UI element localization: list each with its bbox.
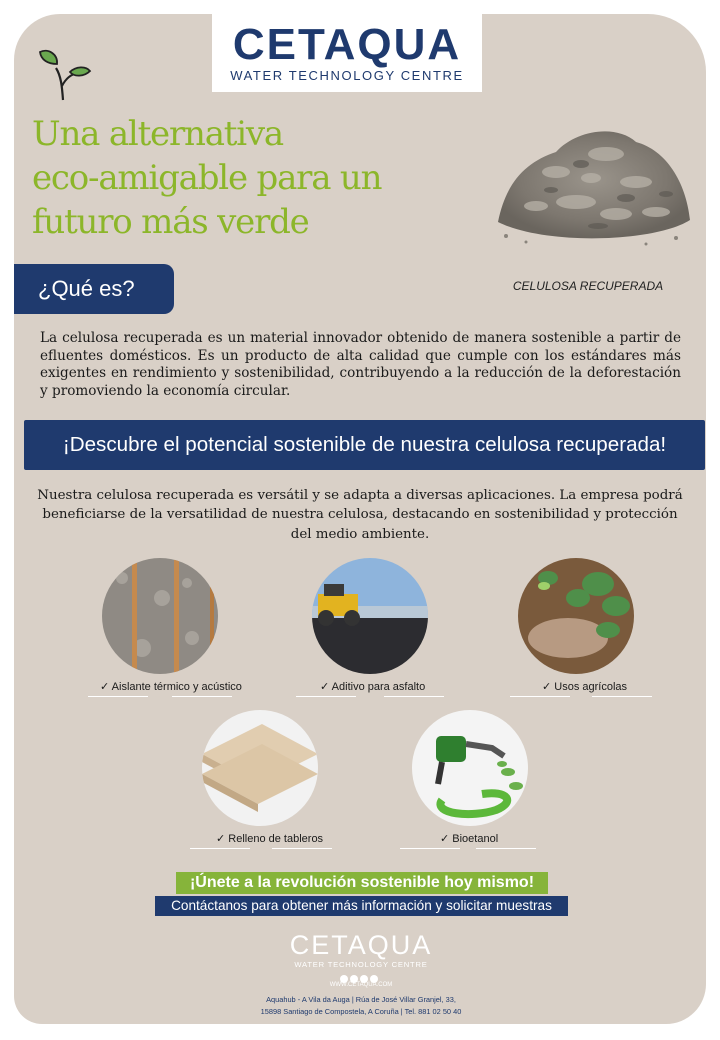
underline xyxy=(88,696,148,697)
section-tab-que-es: ¿Qué es? xyxy=(14,264,174,314)
underline xyxy=(592,696,652,697)
application-insulation xyxy=(100,558,242,698)
application-label: ✓ Aislante térmico y acústico xyxy=(100,681,242,693)
insulation-photo xyxy=(102,558,218,674)
footer-address xyxy=(216,994,506,1018)
logo-wordmark: CETAQUA xyxy=(232,20,462,69)
header-logo xyxy=(212,14,482,92)
social-icons xyxy=(340,970,384,980)
headline xyxy=(32,112,412,244)
address-line: Aquahub - A Vila da Auga | Rúa de José Villar Granjel, 33, xyxy=(266,995,456,1004)
headline-line: Una alternativa xyxy=(32,114,283,154)
headline-line: futuro más verde xyxy=(32,202,309,242)
application-label: ✓ Relleno de tableros xyxy=(216,833,324,845)
address-line: 15898 Santiago de Compostela, A Coruña | Tel. 881 02 50 40 xyxy=(260,1007,462,1016)
headline-line: eco-amigable para un xyxy=(32,158,382,198)
image-caption: CELULOSA RECUPERADA xyxy=(512,279,664,293)
asphalt-roller-photo xyxy=(312,558,428,674)
discover-banner: ¡Descubre el potencial sostenible de nuestra celulosa recuperada! xyxy=(24,420,705,470)
underline xyxy=(272,848,332,849)
website-link[interactable]: WWW.CETAQUA.COM xyxy=(329,982,393,988)
footer-wordmark: CETAQUA xyxy=(289,930,433,960)
application-label: ✓ Aditivo para asfalto xyxy=(320,681,426,693)
description-paragraph: Nuestra celulosa recuperada es versátil y se adapta a diversas aplicaciones. La empresa podrá beneficiarse de la versatilidad de nuestra celulosa, destacando en sostenibilidad y protección del medio ambiente. xyxy=(37,488,683,542)
application-asphalt xyxy=(312,558,442,698)
sprout-icon xyxy=(36,46,92,102)
agriculture-photo xyxy=(518,558,634,674)
cellulose-pile-image xyxy=(486,102,700,260)
underline xyxy=(510,696,570,697)
boards-photo xyxy=(202,710,318,826)
underline xyxy=(476,848,536,849)
underline xyxy=(296,696,356,697)
underline xyxy=(190,848,250,849)
contact-line: Contáctanos para obtener más información y solicitar muestras xyxy=(155,896,568,916)
cta-headline: ¡Únete a la revolución sostenible hoy mismo! xyxy=(176,872,548,894)
fuel-nozzle-photo xyxy=(412,710,528,826)
underline xyxy=(384,696,444,697)
underline xyxy=(400,848,460,849)
intro-paragraph: La celulosa recuperada es un material innovador obtenido de manera sostenible a partir de efluentes domésticos. Es un producto de alta calidad que cumple con los estándares más exigentes en rendimiento y sostenibilidad, contribuyendo a la reducción de la deforestación y promoviendo la economía circular. xyxy=(40,330,681,399)
footer-tagline: WATER TECHNOLOGY CENTRE xyxy=(294,960,428,969)
underline xyxy=(172,696,232,697)
logo-tagline: WATER TECHNOLOGY CENTRE xyxy=(230,68,464,83)
footer-logo xyxy=(280,930,442,970)
application-agriculture xyxy=(518,558,648,698)
application-label: ✓ Bioetanol xyxy=(440,833,499,845)
application-label: ✓ Usos agrícolas xyxy=(542,681,628,693)
application-bioethanol xyxy=(412,710,542,850)
application-boards xyxy=(202,710,332,850)
